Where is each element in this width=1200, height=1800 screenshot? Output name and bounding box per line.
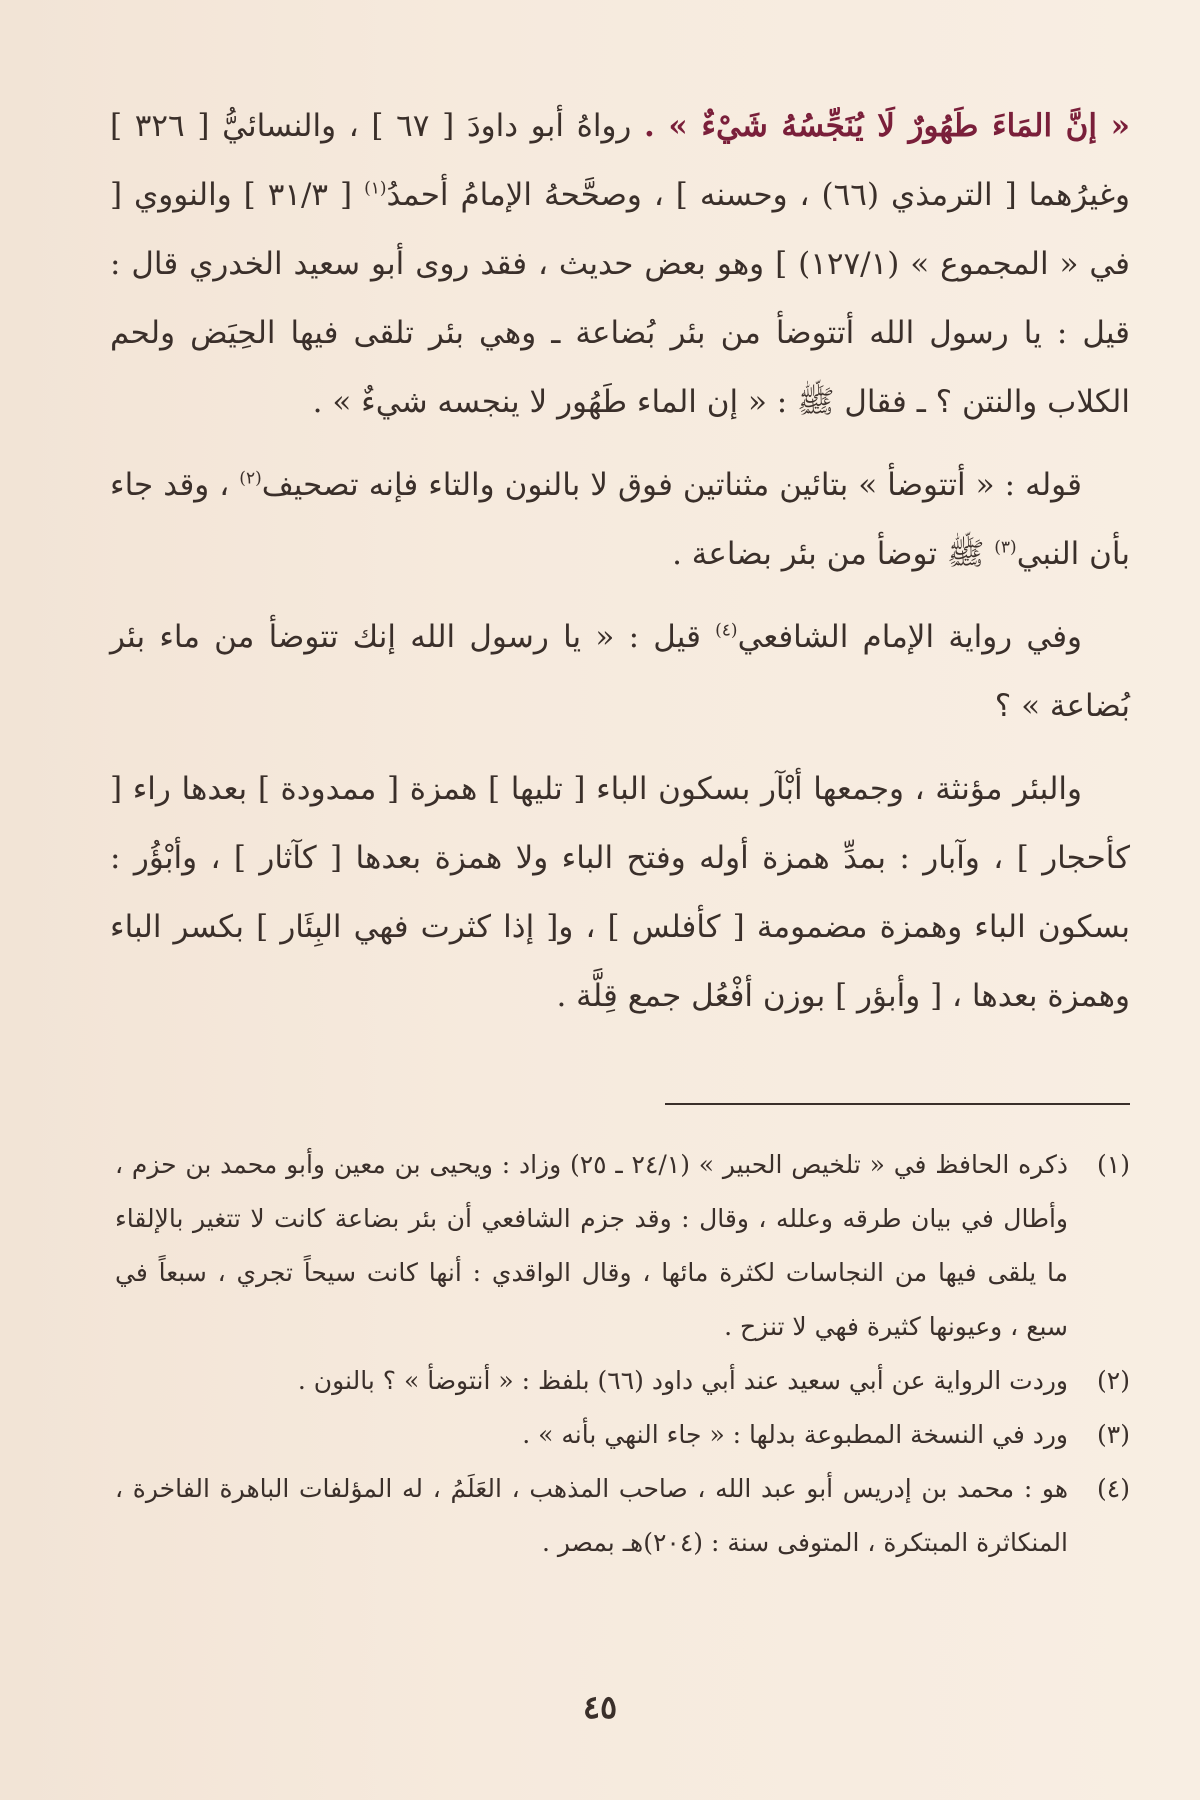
paragraph-hadith	[110, 92, 1130, 437]
footnote-marker-1[interactable]: (١)	[364, 178, 387, 199]
footnote-text: ورد في النسخة المطبوعة بدلها : « جاء النهي بأنه » .	[522, 1420, 1068, 1449]
footnote-number: (٣)	[1097, 1420, 1130, 1449]
footnote-divider	[665, 1103, 1130, 1105]
footnote-text: هو : محمد بن إدريس أبو عبد الله ، صاحب المذهب ، العَلَمُ ، له المؤلفات الباهرة الفاخرة ، المنكاثرة المبتكرة ، المتوفى سنة : (٢٠٤)هـ بمصر .	[115, 1474, 1068, 1557]
footnote-text: وردت الرواية عن أبي سعيد عند أبي داود (٦٦) بلفظ : « أنتوضأ » ؟ بالنون .	[297, 1366, 1068, 1395]
footnote-item	[115, 1354, 1130, 1408]
commentary-text: قوله : « أتتوضأ » بتائين مثناتين فوق لا بالنون والتاء فإنه تصحيف	[261, 467, 1082, 503]
hadith-source-text: رواهُ أبو داودَ [ ٦٧ ] ، والنسائيُّ [ ٣٢٦ ] وغيرُهما [ الترمذي (٦٦) ، وحسنه ] ، وصحَّحهُ الإمامُ أحمدُ	[110, 108, 1131, 213]
page-number: ٤٥	[582, 1688, 618, 1726]
shafii-text: وفي رواية الإمام الشافعي	[737, 619, 1082, 655]
footnote-number: (٢)	[1097, 1366, 1130, 1395]
footnote-item	[115, 1408, 1130, 1462]
footnote-item	[115, 1462, 1130, 1570]
paragraph-commentary	[110, 451, 1130, 589]
commentary-text-end: ﷺ توضأ من بئر بضاعة .	[672, 536, 995, 572]
footnotes	[115, 1138, 1130, 1570]
shafii-text-cont: قيل : « يا رسول الله إنك تتوضأ من ماء بئر بُضاعة » ؟	[110, 619, 1130, 724]
footnote-text: ذكره الحافظ في « تلخيص الحبير » (٢٤/١ ـ ٢٥) وزاد : ويحيى بن معين وأبو محمد بن حزم ، وأطال في بيان طرقه وعلله ، وقال : وقد جزم الشافعي أن بئر بضاعة كانت لا تتغير بالإلقاء ما يلقى فيها من النجاسات لكثرة مائها ، وقال الواقدي : أنها كانت سيحاً تجري ، سبعاً في سبع ، وعيونها كثيرة فهي لا تنزح .	[115, 1150, 1069, 1341]
paragraph-grammar: والبئر مؤنثة ، وجمعها أبْآر بسكون الباء [ تليها ] همزة [ ممدودة ] بعدها راء [ كأحجار ] ، وآبار : بمدِّ همزة أوله وفتح الباء ولا همزة بعدها [ كآثار ] ، وأبْؤُر : بسكون الباء وهمزة مضمومة [ كأفلس ] ، و[ إذا كثرت فهي البِئَار ] بكسر الباء وهمزة بعدها ، [ وأبؤر ] بوزن أفْعُل جمع قِلَّة .	[110, 771, 1130, 1014]
footnote-number: (١)	[1097, 1150, 1130, 1179]
hadith-quote: « إنَّ المَاءَ طَهُورٌ لَا يُنَجِّسُهُ شَيْءٌ » .	[644, 108, 1130, 144]
commentary-text-cont: ، وقد جاء بأن النبي	[110, 467, 1130, 572]
footnote-number: (٤)	[1097, 1474, 1130, 1503]
footnote-item	[115, 1138, 1130, 1354]
hadith-source-text-cont: [ ٣١/٣ ] والنووي [ في « المجموع » (١٢٧/١) ] وهو بعض حديث ، فقد روى أبو سعيد الخدري قال : قيل : يا رسول الله أتتوضأ من بئر بُضاعة ـ وهي بئر تلقى فيها الحِيَض ولحم الكلاب والنتن ؟ ـ فقال ﷺ : « إن الماء طَهُور لا ينجسه شيءٌ » .	[110, 177, 1131, 420]
main-text	[110, 92, 1130, 1045]
footnote-marker-3[interactable]: (٣)	[994, 537, 1017, 558]
paragraph-shafii	[110, 603, 1130, 741]
footnote-marker-2[interactable]: (٢)	[239, 468, 262, 489]
footnote-marker-4[interactable]: (٤)	[715, 620, 738, 641]
